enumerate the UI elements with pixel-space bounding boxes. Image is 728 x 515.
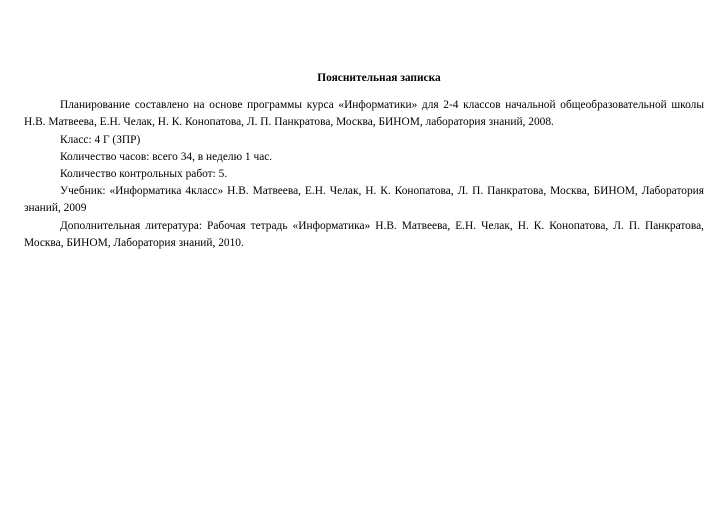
paragraph-tests: Количество контрольных работ: 5. <box>60 168 228 181</box>
paragraph-class: Класс: 4 Г (ЗПР) <box>60 133 141 146</box>
paragraph-program: Планирование составлено на основе программы курса «Информатики» для 2-4 классов начальной общеобразовательной школы Н.В. Матвеева, Е.Н. Челак, Н. К. Конопатова, Л. П. Панкратова, Москва, БИНОМ, лаборатория знаний, 2008. <box>24 99 704 129</box>
paragraph-hours: Количество часов: всего 34, в неделю 1 час. <box>60 150 273 163</box>
paragraph-extra-literature: Дополнительная литература: Рабочая тетрадь «Информатика» Н.В. Матвеева, Е.Н. Челак, Н. К. Конопатова, Л. П. Панкратова, Москва, БИНОМ, Лаборатория знаний, 2010. <box>24 219 704 249</box>
paragraph-textbook: Учебник: «Информатика 4класс» Н.В. Матвеева, Е.Н. Челак, Н. К. Конопатова, Л. П. Панкратова, Москва, БИНОМ, Лаборатория знаний, 2009 <box>24 185 704 215</box>
document-title: Пояснительная записка <box>317 72 441 84</box>
document-page <box>24 70 704 252</box>
